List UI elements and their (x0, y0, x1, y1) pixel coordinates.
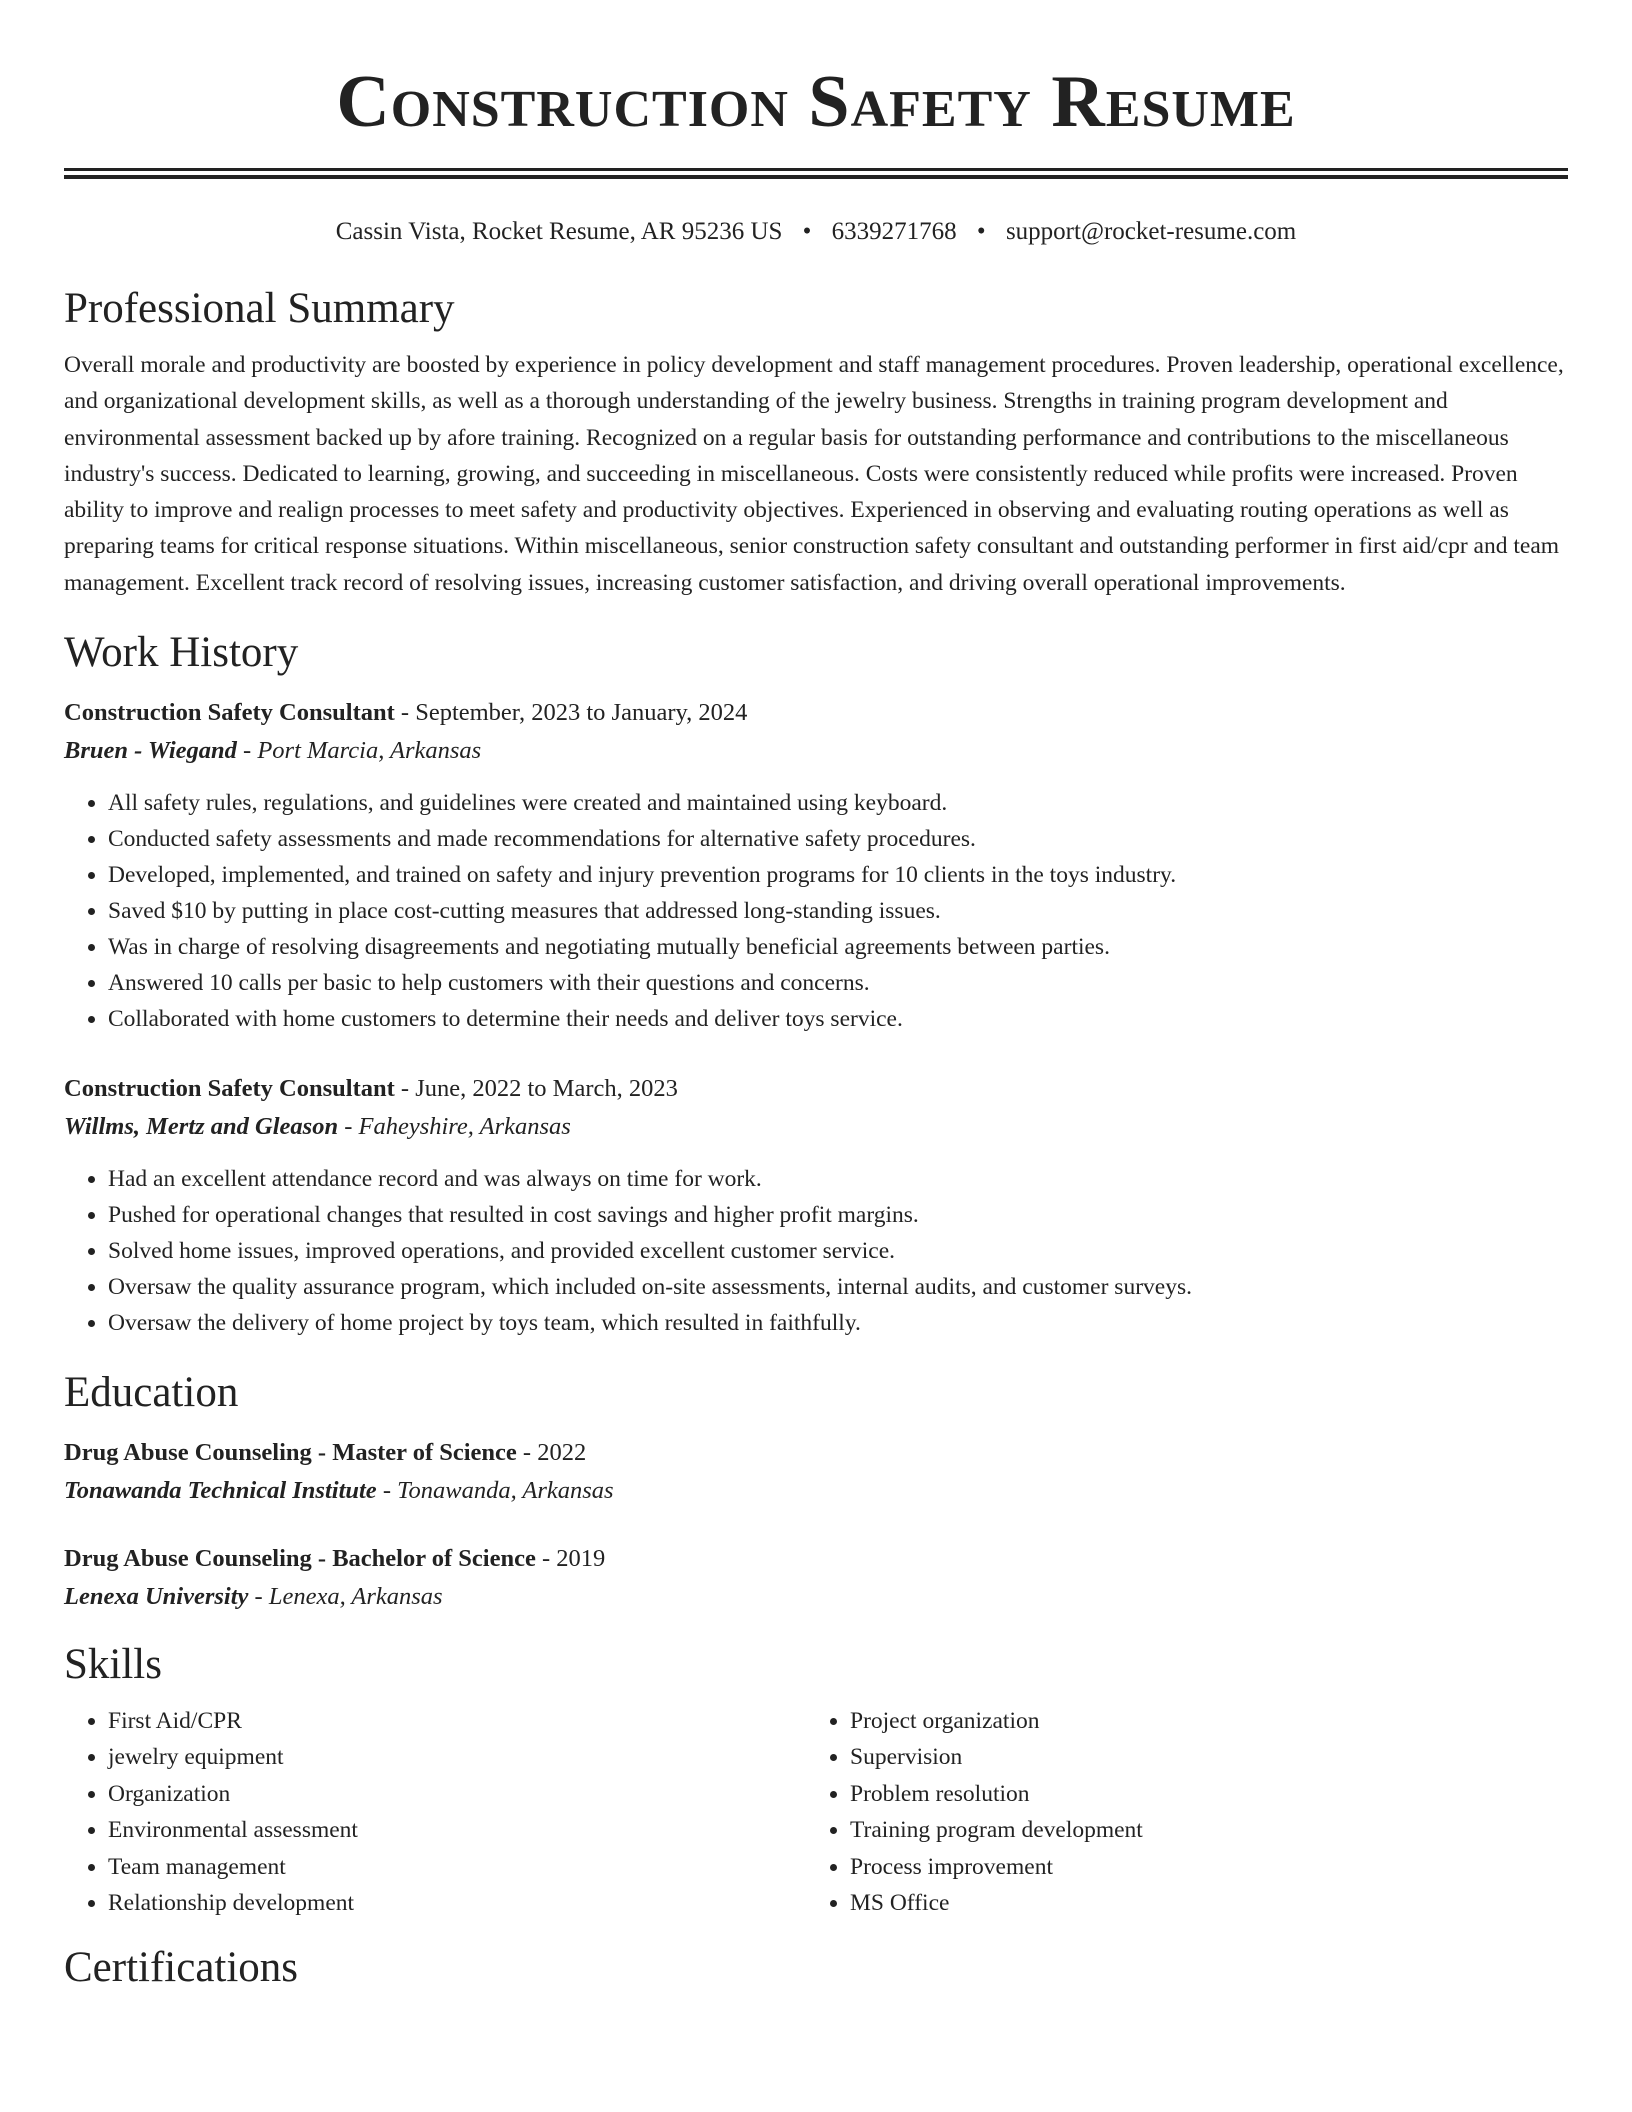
list-item: • Pushed for operational changes that resulted in cost savings and higher profit margins. (108, 1197, 1568, 1233)
summary-text: Overall morale and productivity are boosted by experience in policy development and staff management procedures. Proven leadership, operational excellence, and organizational development skills, as well as a thorough understanding of the jewelry business. Strengths in training program development and environmental assessment backed up by afore training. Recognized on a regular basis for outstanding performance and contributions to the miscellaneous industry's success. Dedicated to learning, growing, and succeeding in miscellaneous. Costs were consistently reduced while profits were increased. Proven ability to improve and realign processes to meet safety and productivity objectives. Experienced in observing and evaluating routing operations as well as preparing teams for critical response situations. Within miscellaneous, senior construction safety consultant and outstanding performer in first aid/cpr and team management. Excellent track record of resolving issues, increasing customer satisfaction, and driving overall operational improvements. (64, 352, 1564, 596)
job-dates: - September, 2023 to January, 2024 (394, 699, 748, 727)
contact-email[interactable]: support@rocket-resume.com (1005, 218, 1297, 245)
list-item: • Solved home issues, improved operations, and provided excellent customer service. (108, 1233, 1568, 1269)
job-bullets (64, 785, 1568, 1037)
degree: Drug Abuse Counseling - Master of Science (64, 1439, 517, 1467)
contact-separator: • (976, 218, 986, 245)
job-location: - Faheyshire, Arkansas (338, 1113, 571, 1141)
skills-list-right (806, 1703, 1548, 1921)
job-title-line (64, 1071, 1568, 1107)
degree-year: - 2022 (516, 1439, 587, 1467)
degree-line (64, 1435, 1568, 1471)
school-location: - Lenexa, Arkansas (248, 1583, 443, 1611)
skill-item: • Organization (108, 1776, 806, 1812)
skill-item: • Training program development (850, 1812, 1548, 1848)
list-item: • Saved $10 by putting in place cost-cutting measures that addressed long-standing issues. (108, 893, 1568, 929)
job-company-line (64, 1107, 1568, 1147)
skill-item: • Relationship development (108, 1885, 806, 1921)
list-item: • Conducted safety assessments and made recommendations for alternative safety procedures. (108, 821, 1568, 857)
degree-year: - 2019 (535, 1545, 606, 1573)
skill-item: • Problem resolution (850, 1776, 1548, 1812)
contact-line (64, 215, 1568, 249)
job-company: Bruen - Wiegand (64, 737, 237, 765)
degree-line (64, 1541, 1568, 1577)
school-location: - Tonawanda, Arkansas (376, 1477, 614, 1505)
list-item: • Was in charge of resolving disagreements and negotiating mutually beneficial agreements between parties. (108, 929, 1568, 965)
job-location: - Port Marcia, Arkansas (236, 737, 482, 765)
school-name: Tonawanda Technical Institute (64, 1477, 377, 1505)
skill-item: • Environmental assessment (108, 1812, 806, 1848)
contact-phone: 6339271768 (831, 218, 957, 245)
list-item: • Developed, implemented, and trained on safety and injury prevention programs for 10 clients in the toys industry. (108, 857, 1568, 893)
school-name: Lenexa University (64, 1583, 249, 1611)
skill-item: • Project organization (850, 1703, 1548, 1739)
title-divider (64, 168, 1568, 179)
skill-item: • MS Office (850, 1885, 1548, 1921)
job-company: Willms, Mertz and Gleason (64, 1113, 339, 1141)
skill-item: • Supervision (850, 1739, 1548, 1775)
skills-list-left (64, 1703, 806, 1921)
job-title: Construction Safety Consultant (64, 1075, 395, 1103)
list-item: • All safety rules, regulations, and guidelines were created and maintained using keyboard. (108, 785, 1568, 821)
education-entry (64, 1541, 1568, 1617)
education-entry (64, 1435, 1568, 1511)
contact-separator: • (802, 218, 812, 245)
job-dates: - June, 2022 to March, 2023 (394, 1075, 678, 1103)
resume-title: Construction Safety Resume (336, 61, 1296, 143)
skill-item: • jewelry equipment (108, 1739, 806, 1775)
work-history-heading: Work History (64, 629, 299, 677)
skill-item: • Process improvement (850, 1849, 1548, 1885)
job-title: Construction Safety Consultant (64, 699, 395, 727)
certifications-heading: Certifications (64, 1943, 299, 1991)
job-company-line (64, 731, 1568, 771)
school-line (64, 1471, 1568, 1511)
school-line (64, 1577, 1568, 1617)
job-title-line (64, 695, 1568, 731)
list-item: • Answered 10 calls per basic to help customers with their questions and concerns. (108, 965, 1568, 1001)
summary-heading: Professional Summary (64, 285, 455, 332)
list-item: • Oversaw the quality assurance program, which included on-site assessments, internal audits, and customer surveys. (108, 1269, 1568, 1305)
contact-address: Cassin Vista, Rocket Resume, AR 95236 US (335, 218, 783, 245)
list-item: • Oversaw the delivery of home project by toys team, which resulted in faithfully. (108, 1305, 1568, 1341)
list-item: • Collaborated with home customers to determine their needs and deliver toys service. (108, 1001, 1568, 1037)
job-bullets (64, 1161, 1568, 1341)
job-entry (64, 695, 1568, 1037)
skill-item: • Team management (108, 1849, 806, 1885)
list-item: • Had an excellent attendance record and was always on time for work. (108, 1161, 1568, 1197)
education-heading: Education (64, 1369, 239, 1417)
skills-columns (64, 1703, 1568, 1921)
skills-heading: Skills (64, 1641, 162, 1689)
degree: Drug Abuse Counseling - Bachelor of Science (64, 1545, 536, 1573)
job-entry (64, 1071, 1568, 1341)
skill-item: • First Aid/CPR (108, 1703, 806, 1739)
